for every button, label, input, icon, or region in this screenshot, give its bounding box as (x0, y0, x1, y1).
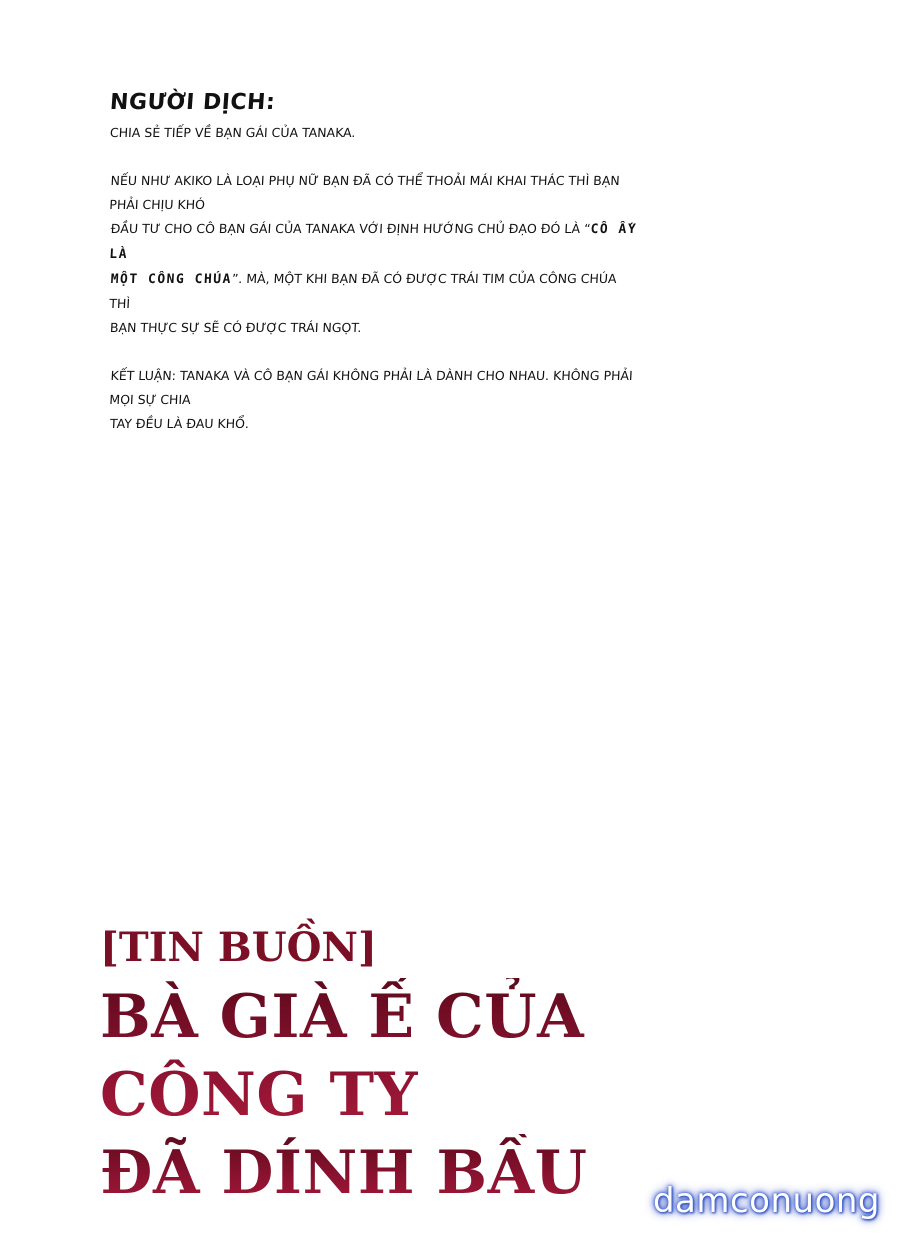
headline-block (100, 918, 800, 1212)
notes-line: TAY ĐỀU LÀ ĐAU KHỔ. (109, 416, 250, 431)
translator-notes (110, 90, 640, 436)
notes-line (109, 267, 642, 316)
notes-text: ĐẦU TƯ CHO CÔ BẠN GÁI CỦA TANAKA VỚI ĐỊNH HƯỚNG CHỦ ĐẠO ĐÓ LÀ “ (110, 221, 591, 236)
notes-emphasis: CÔ ẤY LÀ (108, 222, 638, 262)
notes-line: KẾT LUẬN: TANAKA VÀ CÔ BẠN GÁI KHÔNG PHẢI LÀ DÀNH CHO NHAU. KHÔNG PHẢI MỌI SỰ CHIA (109, 368, 634, 407)
notes-heading: NGƯỜI DỊCH: (109, 90, 277, 115)
notes-line: BẠN THỰC SỰ SẼ CÓ ĐƯỢC TRÁI NGỌT. (109, 320, 362, 335)
notes-text: ”. MÀ, MỘT KHI BẠN ĐÃ CÓ ĐƯỢC TRÁI TIM CỦA CÔNG CHÚA THÌ (108, 271, 617, 311)
headline-tag: [TIN BUỒN] (100, 924, 377, 971)
notes-paragraph-1 (110, 169, 640, 340)
notes-paragraph-2 (110, 364, 640, 436)
headline-line-1: BÀ GIÀ Ế CỦA CÔNG TY (100, 978, 800, 1134)
watermark: damconuong (652, 1181, 880, 1221)
notes-line (109, 217, 642, 267)
notes-emphasis: MỘT CÔNG CHÚA (110, 272, 233, 287)
notes-intro: CHIA SẺ TIẾP VỀ BẠN GÁI CỦA TANAKA. (109, 125, 356, 140)
headline-line-2: ĐÃ DÍNH BẦU (100, 1134, 800, 1212)
notes-line: NẾU NHƯ AKIKO LÀ LOẠI PHỤ NỮ BẠN ĐÃ CÓ THỂ THOẢI MÁI KHAI THÁC THÌ BẠN PHẢI CHỊU KHÓ (109, 173, 621, 212)
